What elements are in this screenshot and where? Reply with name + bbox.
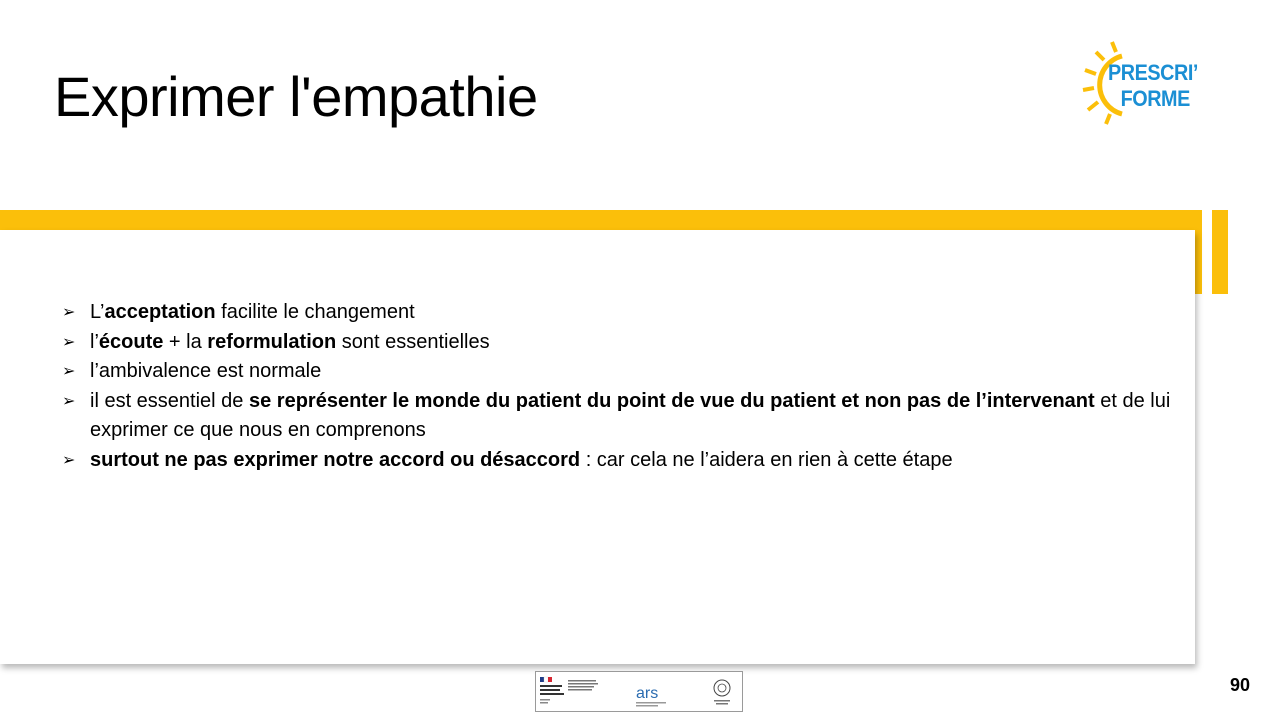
ars-logo (636, 685, 666, 707)
bullet-item: ➢ L’acceptation facilite le changement (62, 298, 1172, 328)
bullet-item: ➢ il est essentiel de se représenter le monde du patient du point de vue du patient et non pas de l’intervenant et de lui exprimer ce que nous en comprenons (62, 387, 1172, 446)
footer-partner-logos (535, 671, 743, 712)
bullet-list (62, 298, 1172, 475)
logo-line-1: PRESCRI’ (1108, 60, 1198, 85)
prescriforme-logo (1082, 40, 1222, 130)
logo-text (1108, 60, 1198, 112)
accent-bar-horizontal (0, 210, 1202, 230)
partner-logos-graphic (536, 672, 742, 711)
page-number: 90 (1230, 675, 1251, 695)
bullet-item: ➢ surtout ne pas exprimer notre accord ou désaccord : car cela ne l’aidera en rien à cette étape (62, 446, 1172, 476)
arrowhead-bullet-icon: ➢ (62, 363, 76, 380)
arrowhead-bullet-icon: ➢ (62, 451, 76, 469)
bullet-item: ➢ l’écoute + la reformulation sont essentielles (62, 328, 1172, 358)
svg-text:ars: ars (636, 685, 659, 702)
arrowhead-bullet-icon: ➢ (62, 304, 76, 321)
arrowhead-bullet-icon: ➢ (62, 392, 76, 410)
accent-bar-vertical-2 (1212, 210, 1228, 294)
logo-line-2: FORME (1120, 86, 1190, 111)
seal-logo (714, 680, 730, 705)
marianne-logo (540, 677, 598, 704)
arrowhead-bullet-icon: ➢ (62, 333, 76, 351)
slide-title: Exprimer l'empathie (54, 65, 538, 128)
bullet-item: ➢ l’ambivalence est normale (62, 357, 1172, 387)
